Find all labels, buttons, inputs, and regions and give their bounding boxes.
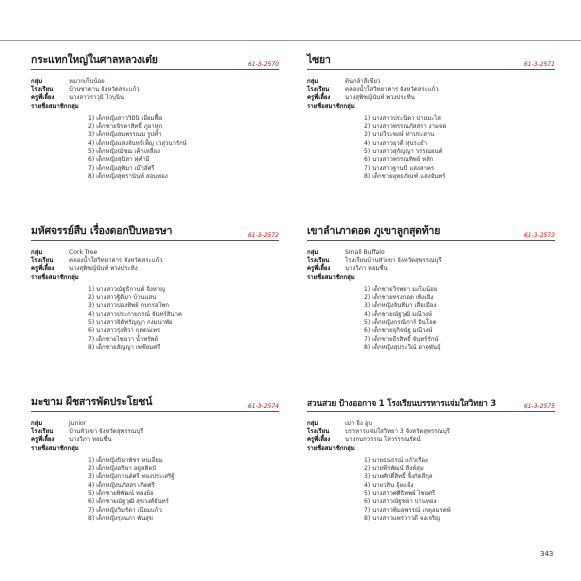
project-title: เขาลำเภาดอด ภูเขาลูกสุดท้าย bbox=[307, 225, 441, 237]
entry-header bbox=[307, 224, 555, 241]
entry-meta bbox=[307, 249, 555, 282]
member-item: 6) นางสาวพรรณทิพย์ หลัก bbox=[364, 156, 434, 164]
member-item: 7) เด็กชายไชยวา น้ำทรัพย์ bbox=[88, 335, 158, 343]
members-label: รายชื่อสมาชิกกลุ่ม bbox=[307, 444, 355, 452]
member-item: 3) นางสาวปองทิพย์ กบกรอไพก bbox=[88, 302, 170, 310]
member-item: 8) เด็กหญิงรุ่งนภา พันสุข bbox=[88, 514, 153, 522]
member-item: 1) นางสาวประนิดา ปายมะไส bbox=[364, 114, 441, 122]
member-item: 1) นางสาวณัฐธิกานต์ จิ่งหาญ bbox=[88, 285, 166, 293]
member-item: 8) เด็กหญิงสุประวีณ์ อาจพันธุ์ bbox=[364, 343, 441, 351]
category-label: กลุ่ม bbox=[307, 249, 319, 256]
member-item: 5) นางสาวสุกัญญา วรรณยนต์ bbox=[364, 148, 443, 155]
member-item: 4) นางสาวประกายกรณ์ จันทร์สินาค bbox=[88, 310, 182, 318]
member-item: 6) เด็กชายณัฐวุฒิ สุขวงศ์จันทร์ bbox=[88, 498, 169, 506]
member-item: 5) เด็กหญิงณัชฌ เค้าเหลือง bbox=[88, 148, 160, 155]
member-item: 3) เด็กหญิงจันทิมา เสือเมือง bbox=[364, 302, 437, 310]
members-label: รายชื่อสมาชิกกลุ่ม bbox=[31, 102, 79, 110]
member-item: 6) นางสาวรุ่งทิวา กุลดนเทร bbox=[88, 327, 161, 335]
category-label: กลุ่ม bbox=[31, 78, 43, 85]
project-title: ไซยา bbox=[307, 54, 331, 66]
member-item: 2) นางสาวพรรณภัสสรา งามจด bbox=[364, 123, 447, 131]
member-item: 8) นางสาวแพรวาวดี จงเจริญ bbox=[364, 514, 441, 522]
member-item: 8) เด็กชายสัญญา เพชียมศรี bbox=[88, 343, 161, 351]
school-value: โรงเรียนบ้านหัวเขา จังหวัดสุพรรณบุรี bbox=[345, 257, 442, 265]
member-item: 2) เด็กชายทรงกอด เพิงเอิง bbox=[364, 294, 434, 302]
member-item: 1) เด็กหญิงสาววิมินิ เอี่ยมฟื้อ bbox=[88, 114, 163, 122]
project-code: 61-3-2574 bbox=[247, 403, 279, 410]
member-item: 4) เด็กหญิงแสงจันทร์เพ็ญ เวสุวนารักษ์ bbox=[88, 139, 187, 147]
teacher-label: ครูพี่เลี้ยง bbox=[31, 265, 55, 273]
category-label: กลุ่ม bbox=[31, 420, 43, 427]
school-label: โรงเรียน bbox=[307, 257, 330, 265]
teacher-label: ครูพี่เลี้ยง bbox=[31, 94, 55, 102]
member-item: 7) เด็กหญิงสุพิมา เม๊าอัศรี bbox=[88, 164, 155, 172]
member-item: 2) เด็กหญิงอริษา อยู่สติดบั bbox=[88, 465, 157, 473]
member-item: 1) นายธนธรณ์ แก้วเรือง bbox=[364, 456, 428, 464]
project-title: มหัศจรรย์สืบ เรื่องดอกปีบหอรษา bbox=[31, 225, 173, 237]
school-value: บ้านหัวเขา จังหวัดสุพรรณบุรี bbox=[69, 428, 144, 436]
project-entry bbox=[307, 53, 555, 181]
members-label: รายชื่อสมาชิกกลุ่ม bbox=[31, 273, 79, 281]
member-item: 1) เด็กหญิงปิยาพัชร หนเอี่ยม bbox=[88, 456, 163, 464]
member-list bbox=[307, 286, 555, 352]
project-code: 61-3-2575 bbox=[523, 403, 555, 410]
member-item: 7) นางสาวพิมลพรรณ์ เกตุลมรคพ์ bbox=[364, 506, 451, 514]
entry-meta bbox=[31, 420, 279, 453]
member-item: 7) เด็กหญิงวิมรัตา เนียมแก้ว bbox=[88, 506, 162, 514]
member-item: 2) เด็กชายจิรตาสิทธิ์ ภูยาหุก bbox=[88, 123, 163, 131]
project-title: มะขาม ผืชสารพัดประโยชน์ bbox=[31, 396, 153, 408]
member-item: 3) นายวีระพงษ์ ท่าประสาน bbox=[364, 131, 435, 139]
project-entry bbox=[307, 224, 555, 352]
entry-meta bbox=[31, 249, 279, 282]
member-list bbox=[31, 286, 279, 352]
member-item: 8) เด็กชายอุทธภัณฑ์ แสงจันทร์ bbox=[364, 172, 446, 180]
school-label: โรงเรียน bbox=[307, 428, 330, 436]
member-item: 7) เด็กชายธีรสิทธิ์ จันทร์รักษ์ bbox=[364, 335, 439, 343]
project-code: 61-3-2571 bbox=[523, 61, 555, 68]
school-label: โรงเรียน bbox=[31, 86, 54, 94]
top-rule bbox=[0, 40, 581, 41]
school-label: โรงเรียน bbox=[31, 257, 54, 265]
entry-header bbox=[31, 224, 279, 241]
teacher-label: ครูพี่เลี้ยง bbox=[307, 436, 331, 444]
entry-header bbox=[31, 395, 279, 412]
member-item: 3) เด็กหญิงสมพรรณม รูปค้ำ bbox=[88, 131, 162, 139]
teacher-label: ครูพี่เลี้ยง bbox=[307, 94, 331, 102]
project-entry bbox=[307, 395, 555, 523]
member-item: 5) นางสาวจิดัทรัญญา กงมนาพัย bbox=[88, 319, 173, 326]
member-item: 7) นางสาวฐานบิ แสงสาคร bbox=[364, 164, 435, 172]
member-item: 4) เด็กชายณัฐวุฒิ มณีวงษ์ bbox=[364, 310, 432, 318]
teacher-label: ครูพี่เลี้ยง bbox=[307, 265, 331, 273]
project-title: สวนสวย ป้างออกาจ 1 โรงเรียนบรรหารแจ่มใสวิทยา 3 bbox=[307, 398, 497, 408]
member-item: 4) นายวสิน จุ้ยแจ้ง bbox=[364, 481, 414, 489]
member-item: 3) นายศักดิ์สิทธิ์ จิ้งกัดสีกุล bbox=[364, 473, 433, 481]
project-entry bbox=[31, 395, 279, 523]
project-code: 61-3-2572 bbox=[247, 232, 279, 239]
school-value: บ้านซาดาน จังหวัดสระแก้ว bbox=[69, 86, 140, 94]
category-value: Junior bbox=[69, 420, 87, 427]
category-value: เม่า อิ่ง อูบ bbox=[345, 420, 373, 427]
school-value: คลองน้ำใสวิทยาคาร จังหวัดสระแก้ว bbox=[345, 86, 439, 94]
teacher-value: นางกนกวรรณ โสวรรรณรัตน์ bbox=[345, 436, 421, 444]
category-label: กลุ่ม bbox=[307, 420, 319, 427]
member-item: 5) นางสาวศศิธิทพย์ ไชยศรี bbox=[364, 490, 436, 497]
project-code: 61-3-2570 bbox=[247, 61, 279, 68]
member-item: 8) เด็กหญิงสุทรานันท์ สอนทอง bbox=[88, 172, 168, 180]
project-entry bbox=[31, 224, 279, 352]
school-value: คลองน้ำใสวิทยาคาร จังหวัดสระแก้ว bbox=[69, 257, 163, 265]
member-item: 4) เด็กหญิงนภัสสร เกิดศรี bbox=[88, 481, 155, 489]
teacher-value: นางวิภา หอมชื่น bbox=[69, 436, 112, 444]
category-value: Small Buffalo bbox=[345, 249, 385, 256]
member-list bbox=[307, 115, 555, 181]
page-number: 343 bbox=[540, 550, 554, 558]
entry-header bbox=[31, 53, 279, 70]
member-list bbox=[31, 115, 279, 181]
school-label: โรงเรียน bbox=[31, 428, 54, 436]
member-item: 3) เด็กหญิงกานต์ศรี ทองประเสริฐ์ bbox=[88, 473, 175, 481]
category-label: กลุ่ม bbox=[307, 78, 319, 85]
entry-meta bbox=[307, 78, 555, 111]
members-label: รายชื่อสมาชิกกลุ่ม bbox=[307, 273, 355, 281]
project-title: กระแทกใหญ่ในศาลหลวงเต๋ย bbox=[31, 54, 158, 66]
project-code: 61-3-2573 bbox=[523, 232, 555, 239]
category-value: ต้นกล้าสีเขียว bbox=[345, 78, 381, 85]
member-list bbox=[307, 457, 555, 523]
entry-meta bbox=[307, 420, 555, 453]
category-label: กลุ่ม bbox=[31, 249, 43, 256]
teacher-value: นางสาวราวุมิ ไวบุนิน bbox=[69, 94, 125, 102]
member-list bbox=[31, 457, 279, 523]
school-label: โรงเรียน bbox=[307, 86, 330, 94]
members-label: รายชื่อสมาชิกกลุ่ม bbox=[31, 444, 79, 452]
teacher-value: นางวิภา หอมชื่น bbox=[345, 265, 388, 273]
member-item: 4) นางสาวยุวดี หุ่นระยำ bbox=[364, 139, 427, 147]
member-item: 5) เด็กหญิงกรณิการ์ อินโจต bbox=[364, 319, 437, 326]
members-label: รายชื่อสมาชิกกลุ่ม bbox=[307, 102, 355, 110]
member-item: 6) เด็กหญิงสุนิสา ทุ่คำมี bbox=[88, 156, 150, 164]
member-item: 1) เด็กชายวีรพยา มงโมน้อย bbox=[364, 285, 438, 293]
category-value: Cork Tree bbox=[69, 249, 98, 256]
member-item: 6) นางสาวณัฐชยา ปานทอง bbox=[364, 498, 437, 506]
member-item: 2) นางสาวฐิติมา บ้านแสน bbox=[88, 294, 157, 302]
entry-header bbox=[307, 395, 555, 412]
project-entry bbox=[31, 53, 279, 181]
entry-meta bbox=[31, 78, 279, 111]
teacher-value: นางสุพิชญ์นันท์ พวงประทิง bbox=[69, 265, 138, 273]
category-value: หมากเก็บน้อย bbox=[69, 78, 105, 85]
member-item: 5) เด็กชายพิพัฒน์ ทองย้อ bbox=[88, 490, 154, 497]
member-item: 2) นายพีรพัฒน์ สิงห์สุม bbox=[364, 465, 424, 473]
school-value: บรรหารแจ่มใสวิทยา 3 จังหวัดสุพรรณบุรี bbox=[345, 428, 450, 436]
teacher-value: นางสุพิชญ์นันท์ พวงประทิน bbox=[345, 94, 415, 102]
entry-header bbox=[307, 53, 555, 70]
member-item: 6) เด็กชายอุกิจนัฐ มณีวงษ์ bbox=[364, 327, 433, 335]
teacher-label: ครูพี่เลี้ยง bbox=[31, 436, 55, 444]
